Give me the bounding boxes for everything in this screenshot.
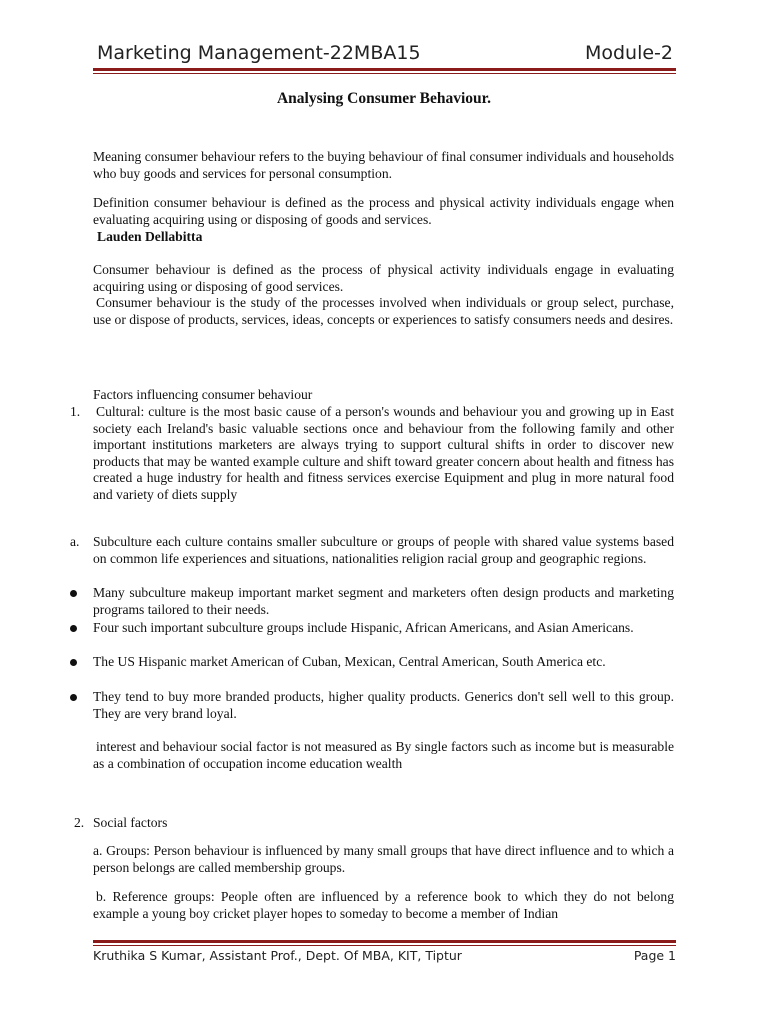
- social-heading: Social factors: [93, 815, 168, 830]
- subculture-marker: a.: [70, 534, 80, 549]
- definition-paragraph: Definition consumer behaviour is defined as the process and physical activity individuals engage when evaluating acquiring using or disposing of goods and services.: [93, 195, 674, 227]
- bullet-item: The US Hispanic market American of Cuban, Mexican, Central American, South America etc.: [93, 654, 606, 669]
- factors-heading: Factors influencing consumer behaviour: [93, 387, 313, 402]
- bullet-dot: [70, 590, 77, 597]
- interest-paragraph: interest and behaviour social factor is not measured as By single factors such as income but is measurable as a combination of occupation income education wealth: [93, 739, 674, 771]
- subculture-paragraph: Subculture each culture contains smaller subculture or groups of people with shared value systems based on common life experiences and situations, nationalities religion racial group and geographic regions.: [93, 534, 674, 566]
- cultural-paragraph: Cultural: culture is the most basic cause of a person's wounds and behaviour you and growing up in East society each Ireland's basic valuable sections once and behaviour from the following family and other important institutions marketers are always trying to support cultural shifts in order to discover new products that may be wanted example culture and shift toward greater concern about health and fitness has created a huge industry for health and fitness services exercise Equipment and plug in more natural food and variety of diets supply: [93, 404, 674, 502]
- definition2-paragraph: Consumer behaviour is defined as the process of physical activity individuals engage in evaluating acquiring using or disposing of good services.: [93, 262, 674, 294]
- bullet-dot: [70, 659, 77, 666]
- bullet-dot: [70, 694, 77, 701]
- author-name: Lauden Dellabitta: [97, 229, 203, 244]
- bullet-item: They tend to buy more branded products, higher quality products. Generics don't sell well to this group. They are very brand loyal.: [93, 689, 674, 721]
- groups-paragraph: a. Groups: Person behaviour is influenced by many small groups that have direct influence and to which a person belongs are called membership groups.: [93, 843, 674, 875]
- footer-rule-thin: [93, 945, 676, 946]
- page-title: Analysing Consumer Behaviour.: [276, 90, 492, 107]
- header-module: Module-2: [584, 42, 673, 64]
- bullet-item: Many subculture makeup important market segment and marketers often design products and marketing programs tailored to their needs.: [93, 585, 674, 617]
- bullet-item: Four such important subculture groups include Hispanic, African Americans, and Asian Americans.: [93, 620, 634, 635]
- bullet-dot: [70, 625, 77, 632]
- study-paragraph: Consumer behaviour is the study of the processes involved when individuals or group select, purchase, use or dispose of products, services, ideas, concepts or experiences to satisfy consumers needs and desires.: [93, 295, 674, 327]
- footer-page-number: Page 1: [633, 948, 676, 963]
- header-course-title: Marketing Management-22MBA15: [97, 42, 421, 64]
- meaning-paragraph: Meaning consumer behaviour refers to the buying behaviour of final consumer individuals and households who buy goods and services for personal consumption.: [93, 149, 674, 181]
- footer-rule-thick: [93, 940, 676, 943]
- header-rule-thin: [93, 73, 676, 74]
- footer-author: Kruthika S Kumar, Assistant Prof., Dept. Of MBA, KIT, Tiptur: [93, 948, 462, 963]
- social-marker: 2.: [74, 815, 85, 830]
- page-header: [97, 42, 673, 68]
- cultural-marker: 1.: [70, 404, 81, 419]
- reference-paragraph: b. Reference groups: People often are influenced by a reference book to which they do not belong example a young boy cricket player hopes to someday to become a member of Indian: [93, 889, 674, 921]
- header-rule-thick: [93, 68, 676, 71]
